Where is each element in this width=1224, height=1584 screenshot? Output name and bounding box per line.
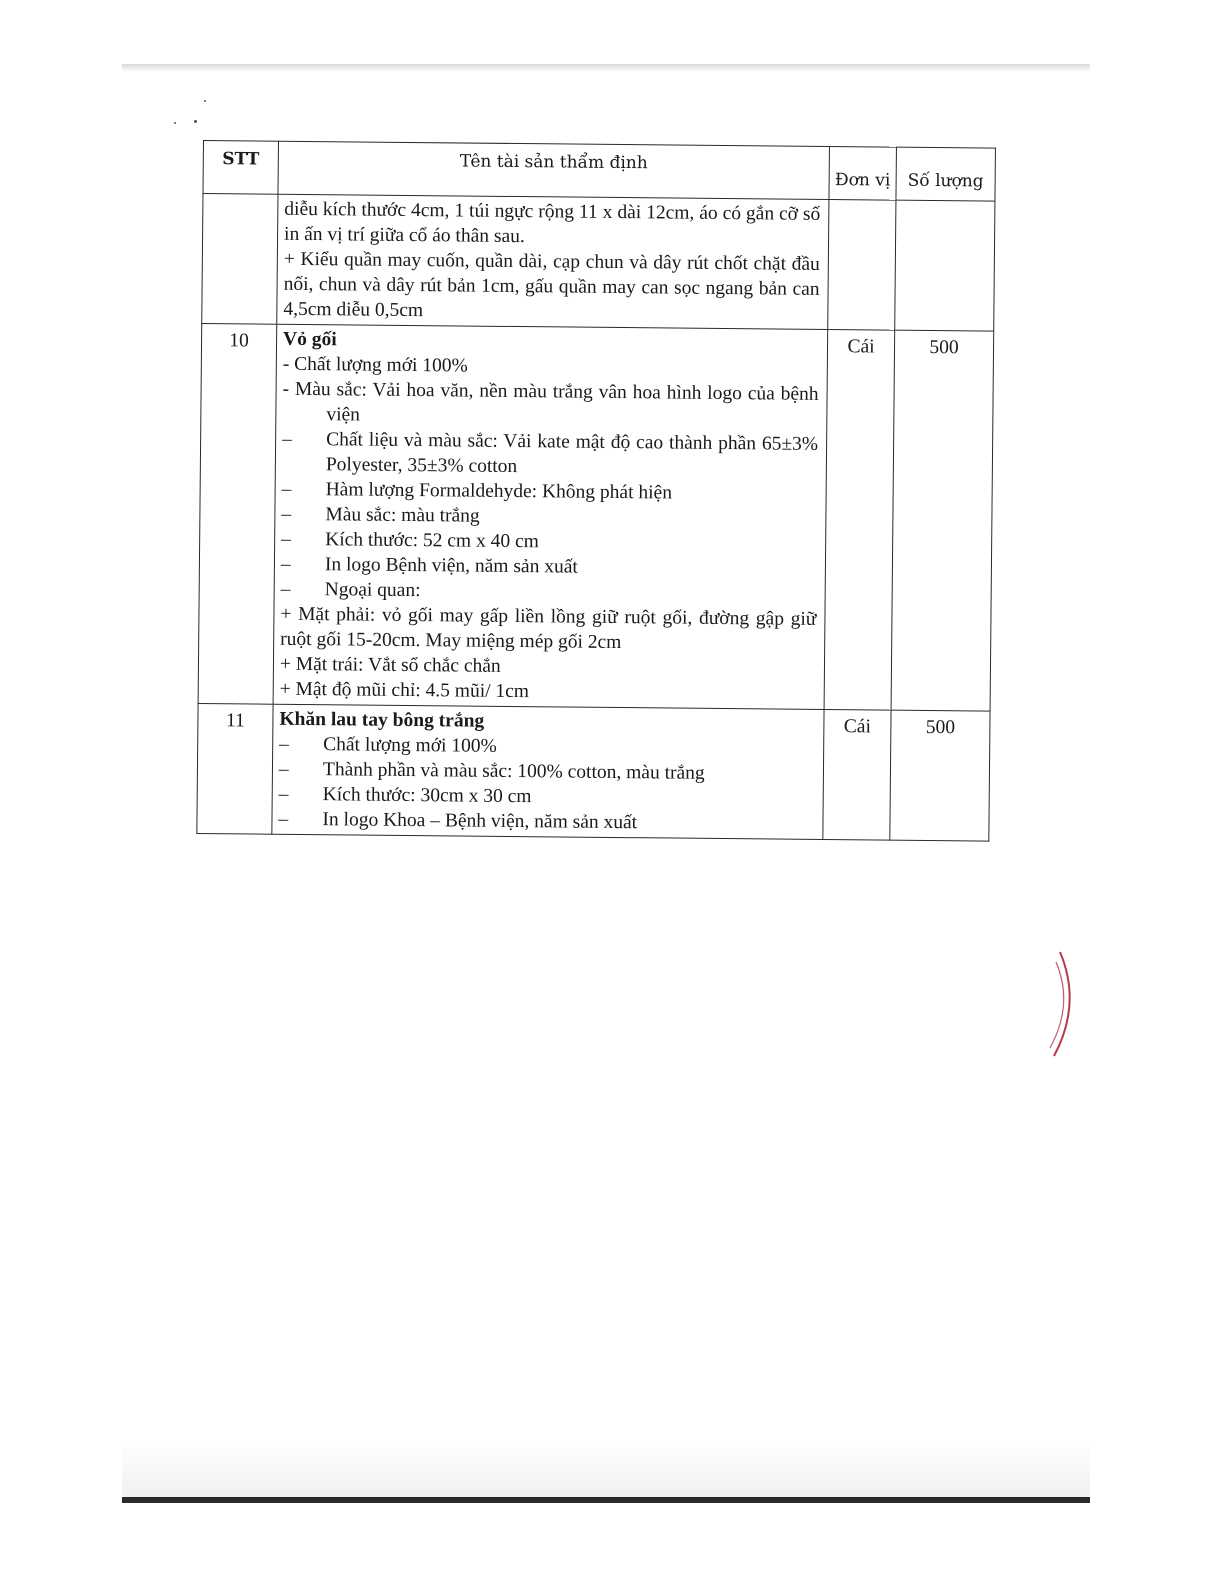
dash-bullet: – [281, 503, 292, 525]
cell-qty-empty [895, 200, 995, 331]
cell-qty: 500 [891, 330, 994, 711]
cell-stt: 11 [197, 703, 273, 834]
speck [204, 100, 206, 102]
dash-bullet: – [280, 578, 291, 600]
speck [194, 120, 197, 123]
cell-qty: 500 [890, 710, 990, 841]
appearance-detail: + Mật độ mũi chỉ: 4.5 mũi/ 1cm [279, 678, 530, 703]
cell-asset-description [273, 324, 828, 709]
continuation-line: + Kiểu quần may cuốn, quần dài, cạp chun và dây rút chốt chặt đầu nối, chun và dây rút bản 1cm, gấu quần may can sọc ngang bản can 4,5cm diễu 0,5cm [283, 248, 820, 322]
table-row [197, 703, 990, 841]
header-name: Tên tài sản thẩm định [278, 141, 829, 199]
asset-table [196, 140, 996, 842]
spec-item-text: Thành phần và màu sắc: 100% cotton, màu trắng [322, 759, 705, 784]
cell-unit: Cái [823, 709, 891, 840]
asset-title: Khăn lau tay bông trắng [279, 708, 485, 732]
dash-bullet: – [280, 553, 291, 575]
scan-specks [160, 96, 220, 146]
spec-item-text: Hàm lượng Formaldehyde: Không phát hiện [325, 479, 673, 504]
stamp-arc-outer [1054, 952, 1070, 1056]
dash-bullet: – [278, 783, 289, 805]
spec-item-text: Chất lượng mới 100% [323, 734, 497, 757]
cell-stt: 10 [198, 323, 277, 704]
spec-item-text: Màu sắc: màu trắng [325, 504, 480, 527]
cell-stt-empty [202, 194, 278, 325]
asset-spec-line: - Chất lượng mới 100% [282, 353, 468, 377]
spec-item-text: Kích thước: 52 cm x 40 cm [325, 529, 539, 553]
stamp-fragment [1046, 950, 1086, 1058]
dash-bullet: – [281, 528, 292, 550]
header-unit: Đơn vị [829, 147, 897, 201]
dash-bullet: – [278, 758, 289, 780]
stamp-arc-inner [1050, 962, 1064, 1048]
table-row-continuation [202, 194, 995, 332]
dash-bullet: – [278, 808, 289, 830]
asset-table-wrapper [196, 140, 995, 842]
header-row [203, 141, 995, 202]
cell-unit-empty [828, 200, 896, 331]
scan-top-edge [122, 64, 1090, 72]
spec-item-text: In logo Bệnh viện, năm sản xuất [324, 554, 578, 578]
asset-title: Vỏ gối [282, 328, 337, 351]
cell-unit: Cái [824, 330, 895, 711]
speck [174, 122, 176, 124]
spec-item-text: Ngoại quan: [324, 579, 421, 602]
cell-continuation-text [277, 194, 829, 329]
asset-spec-line: - Màu sắc: Vải hoa văn, nền màu trắng vân hoa hình logo của bệnh viện [282, 378, 819, 426]
spec-list-item [278, 807, 814, 837]
dash-bullet: – [282, 428, 292, 450]
table-row [198, 323, 994, 711]
spec-item-text: Chất liệu và màu sắc: Vải kate mật độ cao thành phần 65±3% Polyester, 35±3% cotton [325, 429, 819, 478]
appearance-detail: + Mặt phải: vỏ gối may gấp liền lồng giữ ruột gối, đường gập giữ ruột gối 15-20cm. May miệng mép gối 2cm [280, 603, 817, 654]
spec-list-item [282, 427, 818, 482]
dash-bullet: – [279, 733, 290, 755]
spec-item-text: In logo Khoa – Bệnh viện, năm sản xuất [322, 809, 638, 834]
header-qty: Số lượng [896, 147, 996, 201]
dash-bullet: – [281, 478, 292, 500]
continuation-line: diễu kích thước 4cm, 1 túi ngực rộng 11 x dài 12cm, áo có gắn cỡ số in ấn vị trí giữa cổ áo thân sau. [283, 198, 821, 248]
appearance-detail: + Mặt trái: Vắt sổ chắc chắn [279, 653, 501, 677]
scan-bottom-edge [122, 1497, 1090, 1503]
scan-bottom-shade [122, 1440, 1090, 1497]
spec-item-text: Kích thước: 30cm x 30 cm [322, 784, 532, 808]
cell-asset-description [272, 704, 824, 839]
header-stt: STT [203, 141, 279, 195]
